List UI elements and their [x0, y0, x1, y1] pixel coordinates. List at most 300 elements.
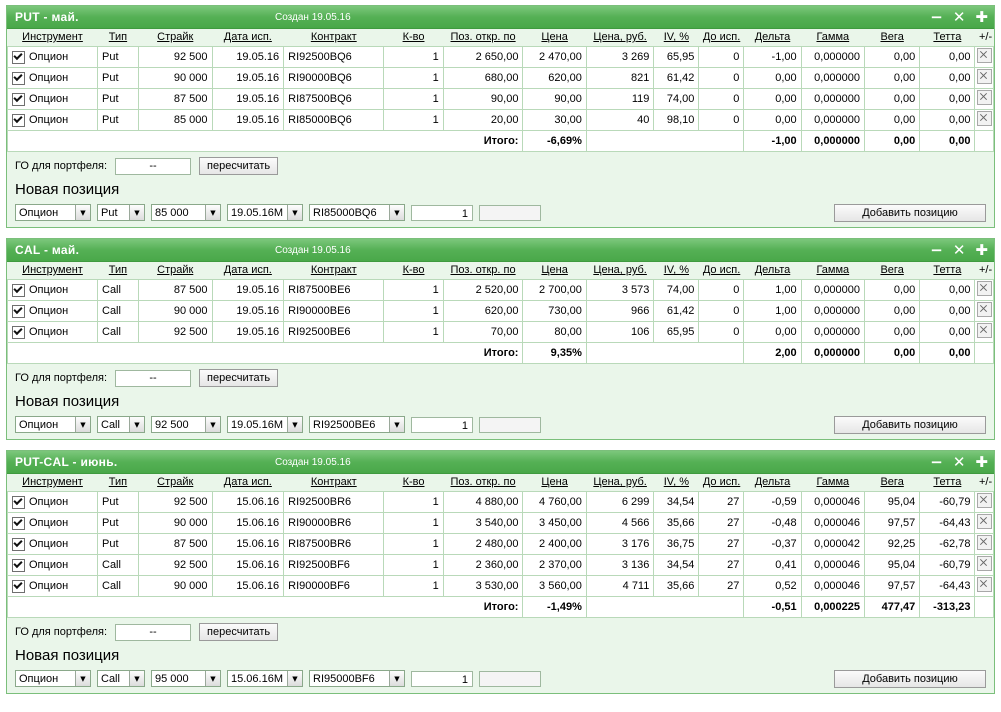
column-header-toggle: +/-: [975, 29, 994, 47]
totals-gamma: 0,000000: [801, 343, 864, 364]
new-position-quantity-input[interactable]: 1: [411, 671, 473, 687]
cell-quantity: 1: [384, 110, 443, 131]
cell-strike: 92 500: [138, 47, 212, 68]
cell-price-rub: 40: [586, 110, 654, 131]
cell-instrument[interactable]: [8, 110, 98, 131]
cell-instrument[interactable]: [8, 322, 98, 343]
add-panel-button[interactable]: ✚: [975, 452, 988, 471]
cell-gamma: 0,000000: [801, 110, 864, 131]
cell-vega: 0,00: [865, 110, 920, 131]
totals-vega: 477,47: [865, 597, 920, 618]
panel-header: [7, 239, 994, 262]
panel-header-buttons: [930, 7, 988, 26]
column-header-label[interactable]: Дата исп.: [223, 264, 272, 276]
table-row: [8, 576, 994, 597]
cell-open-price: 70,00: [443, 322, 523, 343]
margin-value-field[interactable]: --: [115, 624, 191, 641]
cell-vega: 0,00: [865, 322, 920, 343]
row-checkbox[interactable]: [12, 326, 25, 339]
cell-open-price: 3 540,00: [443, 513, 523, 534]
delete-row-button[interactable]: [977, 556, 992, 571]
column-header-label[interactable]: Цена, руб.: [593, 31, 647, 43]
row-checkbox[interactable]: [12, 114, 25, 127]
cell-theta: 0,00: [920, 68, 975, 89]
column-header-11: [744, 29, 801, 47]
cell-quantity: 1: [384, 492, 443, 513]
totals-delta: 2,00: [744, 343, 801, 364]
table-row: [8, 555, 994, 576]
add-position-button[interactable]: Добавить позицию: [834, 670, 986, 688]
cell-gamma: 0,000046: [801, 492, 864, 513]
new-position-type-select[interactable]: [97, 670, 145, 687]
column-header-14: [920, 262, 975, 280]
cell-price: 3 450,00: [523, 513, 586, 534]
cell-strike: 85 000: [138, 110, 212, 131]
column-header-label[interactable]: Поз. откр. по: [450, 264, 516, 276]
row-checkbox[interactable]: [12, 496, 25, 509]
column-header-label[interactable]: Дата исп.: [223, 31, 272, 43]
new-position-date-select[interactable]: [227, 204, 303, 221]
cell-type: Put: [98, 492, 139, 513]
cell-price: 90,00: [523, 89, 586, 110]
margin-value-field[interactable]: --: [115, 158, 191, 175]
cell-instrument[interactable]: [8, 47, 98, 68]
column-header-label[interactable]: Тип: [108, 264, 128, 276]
column-header-4: [284, 262, 384, 280]
cell-iv: 34,54: [654, 555, 699, 576]
column-header-label[interactable]: Тетта: [933, 31, 962, 43]
totals-theta: 0,00: [920, 131, 975, 152]
chevron-down-icon: ▼: [389, 417, 404, 432]
column-header-label[interactable]: Дата исп.: [223, 476, 272, 488]
column-header-3: [212, 262, 284, 280]
minimize-button[interactable]: −: [930, 240, 943, 259]
cell-iv: 35,66: [654, 513, 699, 534]
cell-type: Put: [98, 513, 139, 534]
delete-row-button[interactable]: [977, 493, 992, 508]
column-header-10: [699, 262, 744, 280]
new-position-row: [7, 413, 994, 439]
cell-open-price: 90,00: [443, 89, 523, 110]
cell-quantity: 1: [384, 555, 443, 576]
column-header-label[interactable]: До исп.: [702, 476, 741, 488]
column-header-label[interactable]: Инструмент: [22, 31, 83, 43]
cell-price-rub: 3 136: [586, 555, 654, 576]
column-header-label[interactable]: До исп.: [702, 264, 741, 276]
totals-gap: [586, 597, 744, 618]
column-header-6: [443, 474, 523, 492]
margin-row: [7, 364, 994, 391]
column-header-label[interactable]: Тип: [108, 476, 128, 488]
new-position-quantity-input[interactable]: 1: [411, 417, 473, 433]
close-button[interactable]: ✕: [952, 452, 966, 471]
column-header-label[interactable]: Контракт: [310, 476, 357, 488]
totals-label: Итого:: [8, 597, 523, 618]
cell-strike: 90 000: [138, 513, 212, 534]
column-header-14: [920, 29, 975, 47]
add-position-button[interactable]: Добавить позицию: [834, 204, 986, 222]
cell-expiry-date: 19.05.16: [212, 280, 284, 301]
cell-gamma: 0,000000: [801, 322, 864, 343]
cell-instrument[interactable]: [8, 492, 98, 513]
instrument-label: Опцион: [29, 580, 69, 592]
column-header-label[interactable]: Тип: [108, 31, 128, 43]
row-checkbox[interactable]: [12, 284, 25, 297]
cell-gamma: 0,000000: [801, 89, 864, 110]
row-checkbox[interactable]: [12, 51, 25, 64]
column-header-7: [523, 262, 586, 280]
column-header-label[interactable]: Поз. откр. по: [450, 476, 516, 488]
column-header-12: [801, 474, 864, 492]
column-header-6: [443, 262, 523, 280]
delete-row-button[interactable]: [977, 69, 992, 84]
new-position-strike-select[interactable]: [151, 416, 221, 433]
cell-instrument[interactable]: [8, 89, 98, 110]
row-checkbox[interactable]: [12, 580, 25, 593]
cell-quantity: 1: [384, 89, 443, 110]
cell-instrument[interactable]: [8, 555, 98, 576]
column-header-label[interactable]: Контракт: [310, 31, 357, 43]
new-position-type-select[interactable]: [97, 416, 145, 433]
column-header-label[interactable]: Тетта: [933, 476, 962, 488]
cell-theta: 0,00: [920, 280, 975, 301]
column-header-label[interactable]: К-во: [402, 476, 425, 488]
cell-instrument[interactable]: [8, 576, 98, 597]
column-header-9: [654, 474, 699, 492]
column-header-7: [523, 29, 586, 47]
new-position-instrument-select[interactable]: [15, 670, 91, 687]
cell-iv: 34,54: [654, 492, 699, 513]
cell-price: 3 560,00: [523, 576, 586, 597]
cell-days-left: 0: [699, 301, 744, 322]
cell-days-left: 0: [699, 89, 744, 110]
cell-delete: [975, 280, 994, 301]
table-row: [8, 110, 994, 131]
instrument-label: Опцион: [29, 72, 69, 84]
cell-price-rub: 119: [586, 89, 654, 110]
column-header-9: [654, 262, 699, 280]
cell-iv: 65,95: [654, 47, 699, 68]
cell-delete: [975, 68, 994, 89]
column-header-3: [212, 29, 284, 47]
table-row: [8, 534, 994, 555]
delete-row-button[interactable]: [977, 514, 992, 529]
delete-row-button[interactable]: [977, 302, 992, 317]
cell-delete: [975, 322, 994, 343]
totals-vega: 0,00: [865, 131, 920, 152]
column-header-label[interactable]: IV, %: [663, 476, 689, 488]
totals-gamma: 0,000225: [801, 597, 864, 618]
column-header-label[interactable]: Дельта: [754, 476, 791, 488]
chevron-down-icon: ▼: [129, 671, 144, 686]
cell-gamma: 0,000046: [801, 513, 864, 534]
new-position-contract-select[interactable]: [309, 670, 405, 687]
close-button[interactable]: ✕: [952, 240, 966, 259]
cell-open-price: 3 530,00: [443, 576, 523, 597]
cell-iv: 98,10: [654, 110, 699, 131]
column-header-label[interactable]: До исп.: [702, 31, 741, 43]
column-header-label[interactable]: Гамма: [816, 264, 850, 276]
minimize-button[interactable]: −: [930, 452, 943, 471]
new-position-date-select[interactable]: [227, 416, 303, 433]
column-header-label[interactable]: Вега: [880, 476, 904, 488]
cell-theta: -60,79: [920, 555, 975, 576]
cell-days-left: 0: [699, 47, 744, 68]
cell-price: 620,00: [523, 68, 586, 89]
column-header-label[interactable]: Цена, руб.: [593, 264, 647, 276]
cell-delta: -1,00: [744, 47, 801, 68]
cell-vega: 95,04: [865, 492, 920, 513]
delete-row-button[interactable]: [977, 90, 992, 105]
cell-iv: 74,00: [654, 280, 699, 301]
cell-expiry-date: 19.05.16: [212, 322, 284, 343]
chevron-down-icon: ▼: [287, 671, 302, 686]
close-button[interactable]: ✕: [952, 7, 966, 26]
instrument-label: Опцион: [29, 284, 69, 296]
delete-row-button[interactable]: [977, 111, 992, 126]
cell-days-left: 0: [699, 322, 744, 343]
cell-instrument[interactable]: [8, 301, 98, 322]
chevron-down-icon: ▼: [129, 205, 144, 220]
column-header-11: [744, 262, 801, 280]
column-header-label[interactable]: Гамма: [816, 476, 850, 488]
cell-iv: 61,42: [654, 301, 699, 322]
totals-theta: -313,23: [920, 597, 975, 618]
table-row: [8, 492, 994, 513]
new-position-instrument-select-value: Опцион: [19, 206, 59, 219]
margin-label: ГО для портфеля:: [15, 372, 108, 384]
column-header-label[interactable]: К-во: [402, 31, 425, 43]
cell-price: 2 370,00: [523, 555, 586, 576]
cell-delta: 1,00: [744, 301, 801, 322]
column-header-2: [138, 29, 212, 47]
delete-row-button[interactable]: [977, 535, 992, 550]
column-header-label[interactable]: Страйк: [157, 31, 194, 43]
cell-strike: 92 500: [138, 492, 212, 513]
cell-type: Put: [98, 110, 139, 131]
row-checkbox[interactable]: [12, 517, 25, 530]
cell-type: Call: [98, 322, 139, 343]
new-position-contract-select[interactable]: [309, 416, 405, 433]
new-position-type-select-value: Put: [101, 206, 118, 219]
column-header-11: [744, 474, 801, 492]
cell-price: 30,00: [523, 110, 586, 131]
cell-iv: 35,66: [654, 576, 699, 597]
cell-open-price: 2 480,00: [443, 534, 523, 555]
column-header-label[interactable]: IV, %: [663, 31, 689, 43]
column-header-toggle: +/-: [975, 262, 994, 280]
column-header-14: [920, 474, 975, 492]
cell-type: Put: [98, 89, 139, 110]
instrument-label: Опцион: [29, 517, 69, 529]
cell-instrument[interactable]: [8, 68, 98, 89]
new-position-contract-select-value: RI92500BE6: [313, 418, 376, 431]
row-checkbox[interactable]: [12, 538, 25, 551]
cell-contract: RI85000BQ6: [284, 110, 384, 131]
new-position-quantity-input[interactable]: 1: [411, 205, 473, 221]
column-header-label[interactable]: Контракт: [310, 264, 357, 276]
instrument-label: Опцион: [29, 93, 69, 105]
recalculate-button[interactable]: пересчитать: [199, 623, 278, 641]
new-position-type-select[interactable]: [97, 204, 145, 221]
column-header-0: [8, 262, 98, 280]
column-header-8: [586, 474, 654, 492]
new-position-date-select-value: 19.05.16М: [231, 418, 283, 431]
cell-type: Call: [98, 280, 139, 301]
column-header-label[interactable]: IV, %: [663, 264, 689, 276]
row-checkbox[interactable]: [12, 72, 25, 85]
cell-delta: 0,52: [744, 576, 801, 597]
cell-gamma: 0,000042: [801, 534, 864, 555]
new-position-price-input[interactable]: [479, 205, 541, 221]
cell-days-left: 0: [699, 68, 744, 89]
new-position-instrument-select[interactable]: [15, 204, 91, 221]
column-header-label[interactable]: Цена, руб.: [593, 476, 647, 488]
portfolio-panel: [6, 238, 995, 440]
cell-theta: 0,00: [920, 89, 975, 110]
totals-label: Итого:: [8, 131, 523, 152]
new-position-instrument-select-value: Опцион: [19, 672, 59, 685]
new-position-price-input[interactable]: [479, 417, 541, 433]
add-panel-button[interactable]: ✚: [975, 7, 988, 26]
column-header-2: [138, 262, 212, 280]
cell-price-rub: 4 566: [586, 513, 654, 534]
panel-header: [7, 6, 994, 29]
cell-open-price: 2 520,00: [443, 280, 523, 301]
chevron-down-icon: ▼: [287, 205, 302, 220]
cell-theta: -64,43: [920, 513, 975, 534]
column-header-label[interactable]: Тетта: [933, 264, 962, 276]
new-position-instrument-select[interactable]: [15, 416, 91, 433]
cell-delete: [975, 492, 994, 513]
new-position-strike-select[interactable]: [151, 204, 221, 221]
column-header-label[interactable]: Поз. откр. по: [450, 31, 516, 43]
cell-strike: 90 000: [138, 301, 212, 322]
positions-table: [7, 262, 994, 364]
totals-label: Итого:: [8, 343, 523, 364]
panel-header-buttons: [930, 452, 988, 471]
column-header-3: [212, 474, 284, 492]
cell-price-rub: 966: [586, 301, 654, 322]
cell-expiry-date: 15.06.16: [212, 576, 284, 597]
cell-days-left: 27: [699, 576, 744, 597]
cell-strike: 90 000: [138, 68, 212, 89]
recalculate-button[interactable]: пересчитать: [199, 157, 278, 175]
totals-delta: -1,00: [744, 131, 801, 152]
cell-price-rub: 3 176: [586, 534, 654, 555]
totals-end: [975, 131, 994, 152]
column-header-label[interactable]: Цена: [541, 31, 568, 43]
cell-contract: RI90000BF6: [284, 576, 384, 597]
cell-vega: 95,04: [865, 555, 920, 576]
cell-instrument[interactable]: [8, 534, 98, 555]
cell-price-rub: 4 711: [586, 576, 654, 597]
new-position-strike-select-value: 85 000: [155, 206, 189, 219]
cell-instrument[interactable]: [8, 280, 98, 301]
column-header-label[interactable]: К-во: [402, 264, 425, 276]
minimize-button[interactable]: −: [930, 7, 943, 26]
panel-title: PUT - май.: [15, 10, 79, 24]
cell-contract: RI90000BR6: [284, 513, 384, 534]
totals-delta: -0,51: [744, 597, 801, 618]
row-checkbox[interactable]: [12, 559, 25, 572]
delete-row-button[interactable]: [977, 577, 992, 592]
delete-row-button[interactable]: [977, 281, 992, 296]
column-header-label[interactable]: Страйк: [157, 476, 194, 488]
cell-expiry-date: 19.05.16: [212, 301, 284, 322]
cell-vega: 0,00: [865, 68, 920, 89]
cell-type: Put: [98, 47, 139, 68]
table-row: [8, 89, 994, 110]
cell-theta: -62,78: [920, 534, 975, 555]
cell-quantity: 1: [384, 68, 443, 89]
cell-price-rub: 3 269: [586, 47, 654, 68]
column-header-label[interactable]: Инструмент: [22, 264, 83, 276]
cell-contract: RI90000BE6: [284, 301, 384, 322]
cell-price-rub: 6 299: [586, 492, 654, 513]
cell-delete: [975, 89, 994, 110]
table-row: [8, 322, 994, 343]
column-header-label[interactable]: Вега: [880, 31, 904, 43]
cell-expiry-date: 15.06.16: [212, 513, 284, 534]
new-position-contract-select-value: RI95000BF6: [313, 672, 375, 685]
column-header-label[interactable]: Цена: [541, 264, 568, 276]
cell-quantity: 1: [384, 301, 443, 322]
totals-row: [8, 597, 994, 618]
column-header-label[interactable]: Гамма: [816, 31, 850, 43]
column-header-label[interactable]: Цена: [541, 476, 568, 488]
chevron-down-icon: ▼: [389, 671, 404, 686]
new-position-contract-select[interactable]: [309, 204, 405, 221]
new-position-price-input[interactable]: [479, 671, 541, 687]
cell-instrument[interactable]: [8, 513, 98, 534]
add-position-button[interactable]: Добавить позицию: [834, 416, 986, 434]
new-position-title: Новая позиция: [7, 645, 994, 667]
new-position-date-select-value: 15.06.16М: [231, 672, 283, 685]
cell-delete: [975, 576, 994, 597]
cell-strike: 87 500: [138, 89, 212, 110]
cell-vega: 97,57: [865, 513, 920, 534]
margin-value-field[interactable]: --: [115, 370, 191, 387]
delete-row-button[interactable]: [977, 323, 992, 338]
new-position-row: [7, 201, 994, 227]
instrument-label: Опцион: [29, 114, 69, 126]
cell-open-price: 680,00: [443, 68, 523, 89]
column-header-label[interactable]: Страйк: [157, 264, 194, 276]
recalculate-button[interactable]: пересчитать: [199, 369, 278, 387]
cell-price: 4 760,00: [523, 492, 586, 513]
new-position-date-select[interactable]: [227, 670, 303, 687]
new-position-strike-select[interactable]: [151, 670, 221, 687]
delete-row-button[interactable]: [977, 48, 992, 63]
row-checkbox[interactable]: [12, 93, 25, 106]
cell-iv: 65,95: [654, 322, 699, 343]
cell-delta: 0,00: [744, 68, 801, 89]
row-checkbox[interactable]: [12, 305, 25, 318]
column-header-label[interactable]: Инструмент: [22, 476, 83, 488]
cell-days-left: 27: [699, 534, 744, 555]
column-header-label[interactable]: Вега: [880, 264, 904, 276]
cell-contract: RI87500BR6: [284, 534, 384, 555]
new-position-instrument-select-value: Опцион: [19, 418, 59, 431]
panel-title: PUT-CAL - июнь.: [15, 455, 118, 469]
cell-delta: 0,00: [744, 322, 801, 343]
instrument-label: Опцион: [29, 559, 69, 571]
cell-expiry-date: 19.05.16: [212, 110, 284, 131]
column-header-label[interactable]: Дельта: [754, 264, 791, 276]
column-header-label[interactable]: Дельта: [754, 31, 791, 43]
add-panel-button[interactable]: ✚: [975, 240, 988, 259]
